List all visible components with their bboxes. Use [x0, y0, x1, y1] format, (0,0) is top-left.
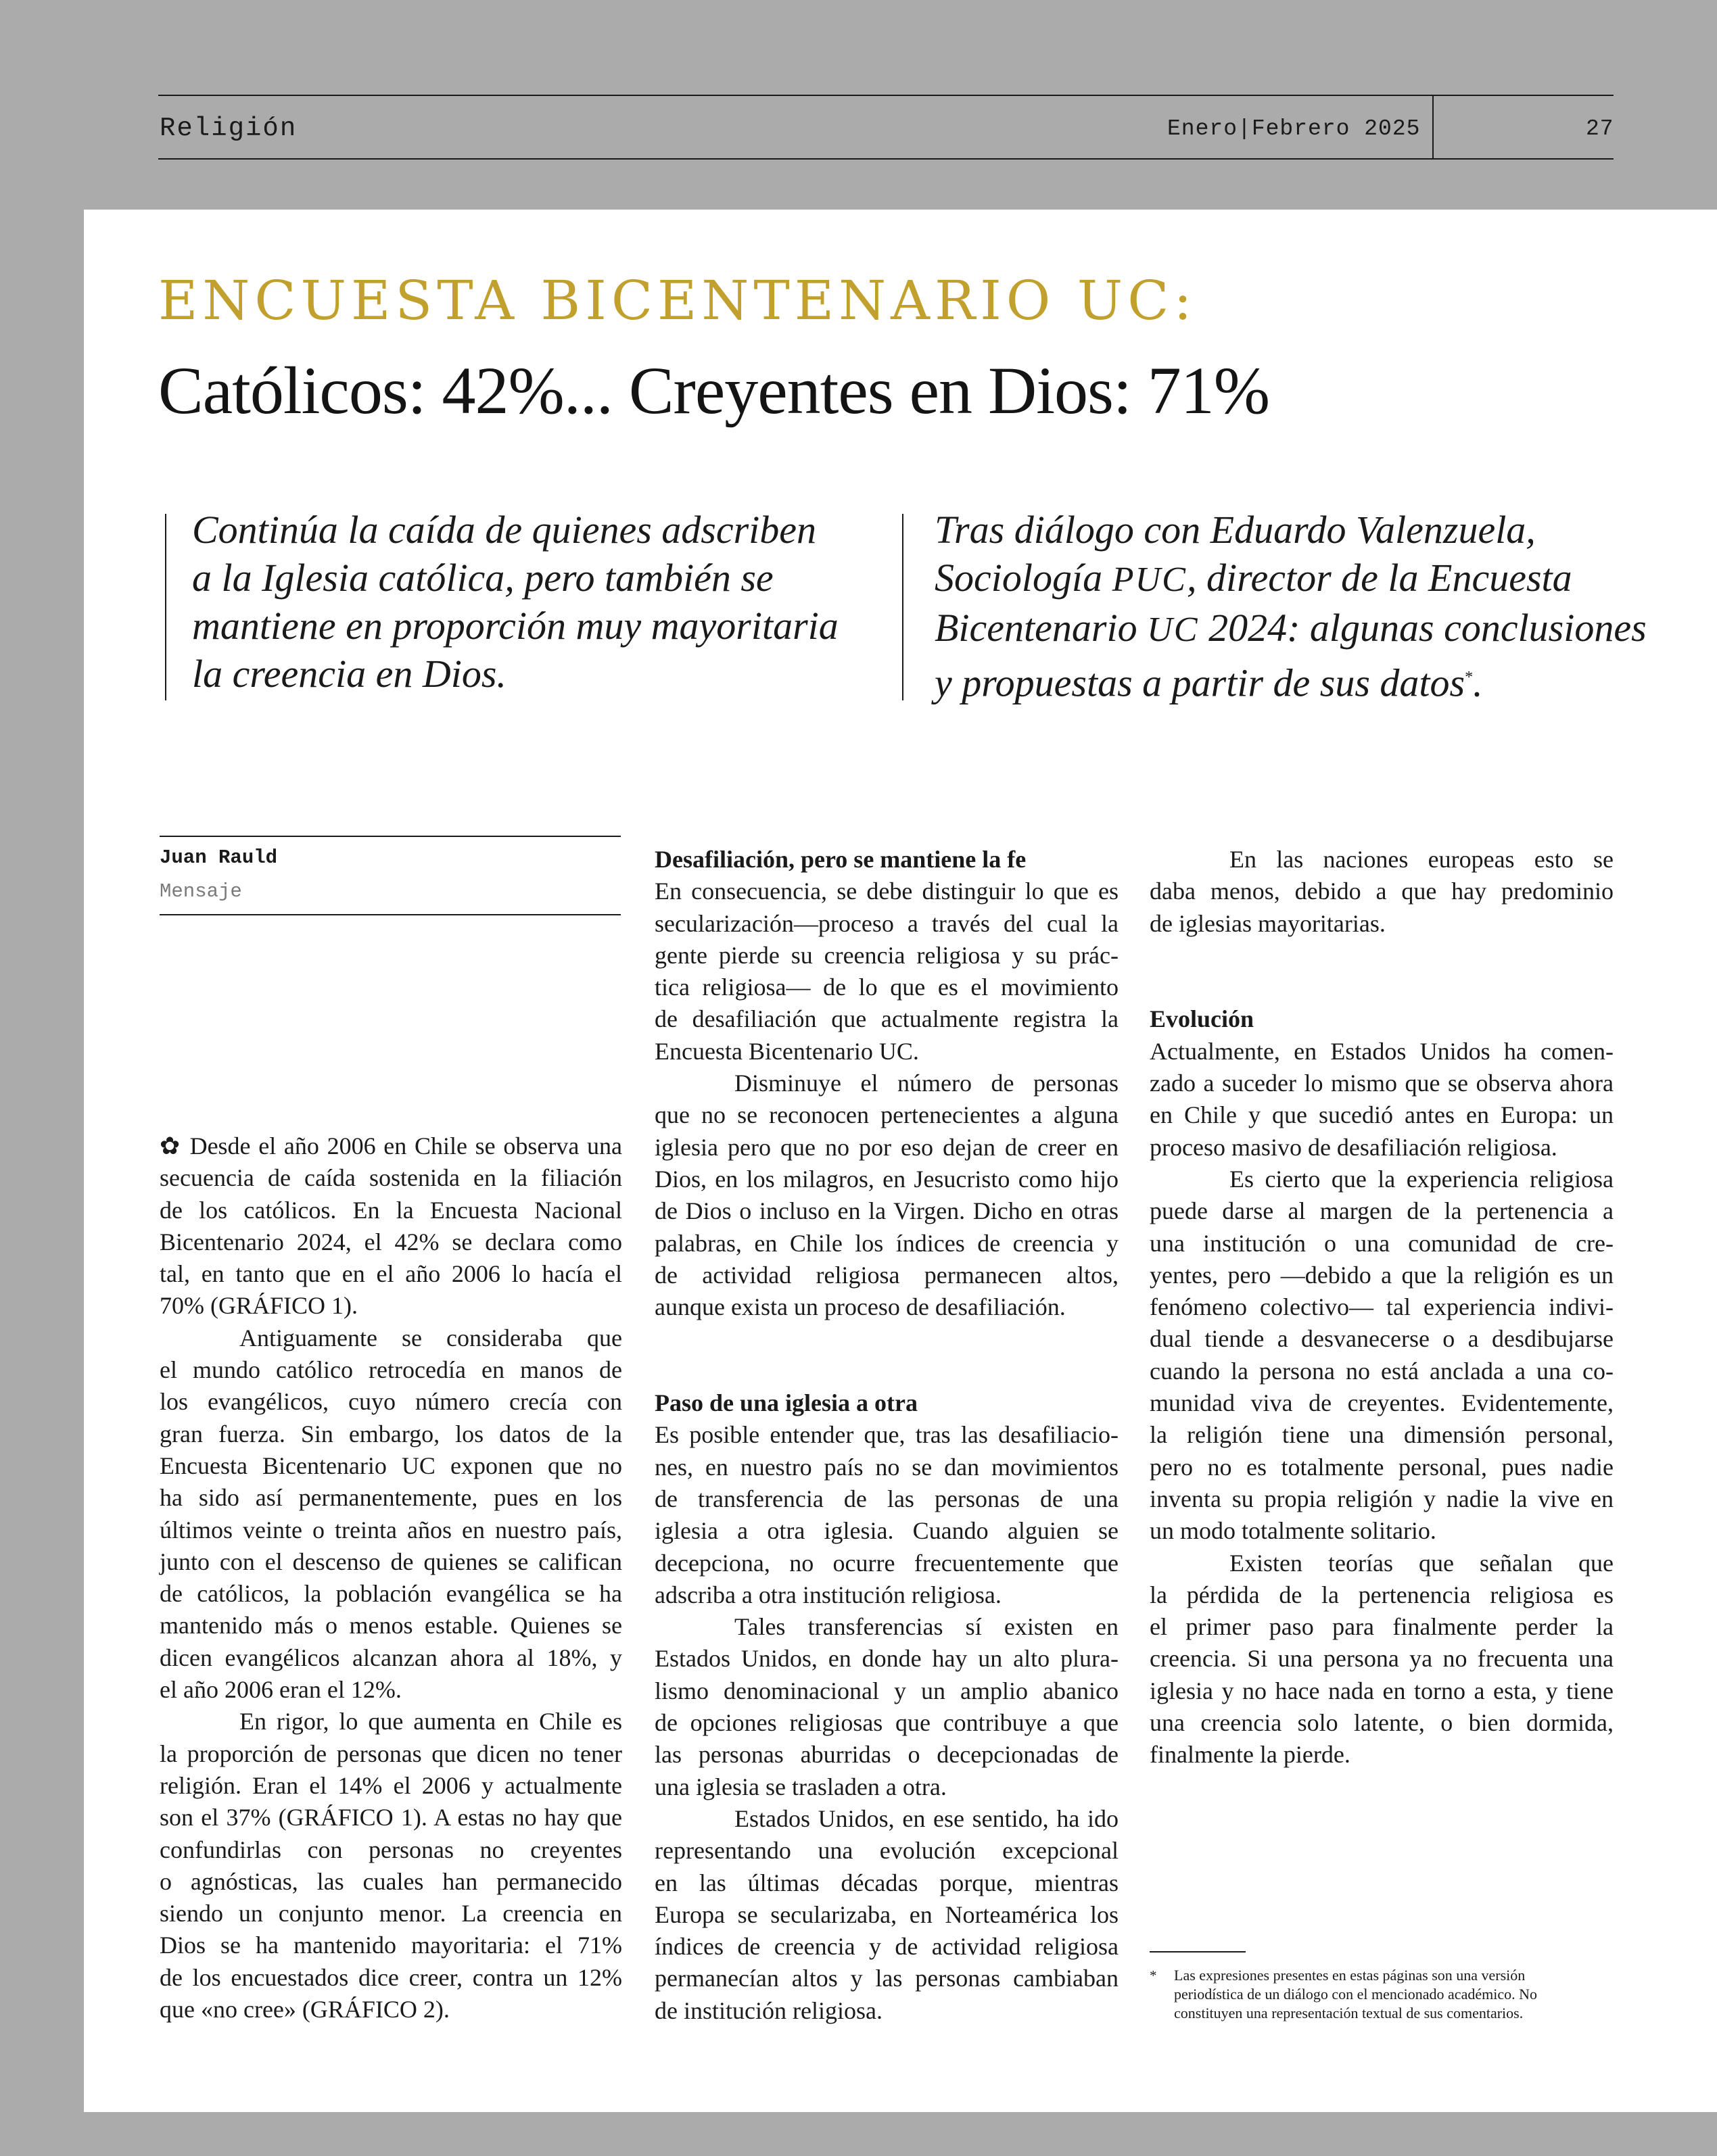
- text-line: adscriba a otra institución religiosa.: [655, 1581, 1002, 1608]
- column-1: [160, 1130, 622, 2026]
- text-line: los evangélicos, cuyo número crecía con: [160, 1388, 622, 1416]
- footnote-ref: *: [1465, 669, 1474, 686]
- text-line: tal, en tanto que en el año 2006 lo hacía el: [160, 1260, 622, 1288]
- text-line: religión. Eran el 14% el 2006 y actualmente: [160, 1771, 622, 1799]
- subhead-desafiliacion: Desafiliación, pero se mantiene la fe: [655, 846, 1027, 873]
- header-top-rule: [158, 95, 1614, 96]
- lead-left-line: la creencia en Dios.: [192, 652, 507, 696]
- lead-right-line: y propuestas a partir de sus datos*.: [935, 661, 1483, 705]
- text-line: la religión tiene una dimensión personal,: [1150, 1421, 1614, 1449]
- footnote-rule: [1150, 1951, 1246, 1953]
- text-line: Encuesta Bicentenario UC.: [655, 1037, 919, 1065]
- text-line: una institución o una comunidad de cre-: [1150, 1229, 1614, 1257]
- page-number: 27: [1586, 116, 1614, 141]
- subhead-evolucion: Evolución: [1150, 1005, 1254, 1033]
- text-line: de institución religiosa.: [655, 1996, 883, 2024]
- text-line: de iglesias mayoritarias.: [1150, 909, 1386, 937]
- text-line: finalmente la pierde.: [1150, 1741, 1350, 1769]
- text-line: Es posible entender que, tras las desafiliacio-: [655, 1421, 1119, 1449]
- text-line: iglesia pero que no por eso dejan de creer en: [655, 1133, 1119, 1161]
- footnote-mark: *: [1150, 1967, 1157, 1984]
- text-line: 70% (GRÁFICO 1).: [160, 1292, 358, 1320]
- lead-right-bar: [902, 514, 903, 700]
- text-line: permanecían altos y las personas cambiaban: [655, 1965, 1119, 1992]
- text-line: En rigor, lo que aumenta en Chile es: [239, 1708, 622, 1735]
- text-line: de católicos, la población evangélica se ha: [160, 1580, 622, 1608]
- text-line: iglesia a otra iglesia. Cuando alguien se: [655, 1517, 1119, 1545]
- text-line: palabras, en Chile los índices de creencia y: [655, 1229, 1119, 1257]
- text-line: Dios se ha mantenido mayoritaria: el 71%: [160, 1932, 622, 1959]
- text-line: o agnósticas, las cuales han permanecido: [160, 1867, 622, 1895]
- text-line: gente pierde su creencia religiosa y su prác-: [655, 941, 1119, 969]
- col3-paragraphs-2: [1150, 1036, 1614, 1771]
- author-top-rule: [160, 836, 621, 837]
- text-line: Es cierto que la experiencia religiosa: [1229, 1165, 1614, 1193]
- text-line: son el 37% (GRÁFICO 1). A estas no hay que: [160, 1804, 622, 1831]
- text-line: el año 2006 eran el 12%.: [160, 1676, 402, 1704]
- footnote-line: Las expresiones presentes en estas páginas son una versión: [1174, 1967, 1526, 1984]
- text-line: yentes, pero —debido a que la religión es un: [1150, 1261, 1614, 1289]
- text-line: puede darse al margen de la pertenencia a: [1150, 1197, 1614, 1225]
- text-line: dicen evangélicos alcanzan ahora al 18%, y: [160, 1644, 622, 1671]
- lead-left-line: Continúa la caída de quienes adscriben: [192, 508, 817, 552]
- text-line: tica religiosa— de lo que es el movimiento: [655, 974, 1119, 1001]
- text-line: inventa su propia religión y nadie la vive en: [1150, 1485, 1614, 1512]
- column-2: [655, 844, 1119, 2027]
- text-line: Europa se secularizaba, en Norteamérica los: [655, 1900, 1119, 1928]
- text-line: cuando la persona no está anclada a una co-: [1150, 1357, 1614, 1385]
- text-line: Estados Unidos, en donde hay un alto plura-: [655, 1645, 1119, 1673]
- text-line: lismo denominacional y un amplio abanico: [655, 1677, 1119, 1704]
- text-line: el primer paso para finalmente perder la: [1150, 1613, 1614, 1641]
- text-line: pero no es totalmente personal, pues nadie: [1150, 1453, 1614, 1481]
- text-line: gran fuerza. Sin embargo, los datos de la: [160, 1420, 622, 1447]
- text-line: en las últimas décadas porque, mientras: [655, 1869, 1119, 1896]
- text-line: índices de creencia y de actividad religiosa: [655, 1933, 1119, 1961]
- text-line: representando una evolución excepcional: [655, 1837, 1119, 1865]
- text-line: de los encuestados dice creer, contra un 12%: [160, 1963, 622, 1991]
- section-name: Religión: [160, 114, 298, 143]
- spacer: [655, 1323, 1119, 1387]
- text-line: aunque exista un proceso de desafiliación.: [655, 1293, 1066, 1321]
- lead-right-line: Sociología PUC, director de la Encuesta: [935, 556, 1572, 600]
- text-line: munidad viva de creyentes. Evidentemente,: [1150, 1389, 1614, 1417]
- text-line: Tales transferencias sí existen en: [734, 1613, 1119, 1641]
- lead-left: [192, 506, 839, 698]
- footnote-line: periodística de un diálogo con el mencionado académico. No: [1174, 1986, 1537, 2003]
- text-line: el mundo católico retrocedía en manos de: [160, 1356, 622, 1384]
- article-kicker: ENCUESTA BICENTENARIO UC:: [158, 269, 1197, 332]
- header-bottom-rule: [158, 158, 1614, 160]
- text-line: fenómeno colectivo— tal experiencia indivi-: [1150, 1293, 1614, 1321]
- text-line: siendo un conjunto menor. La creencia en: [160, 1900, 622, 1927]
- text-line: En consecuencia, se debe distinguir lo que es: [655, 878, 1119, 905]
- lead-right: [935, 506, 1647, 706]
- lead-left-line: a la Iglesia católica, pero también se: [192, 556, 774, 600]
- subhead-paso: Paso de una iglesia a otra: [655, 1389, 918, 1417]
- page-header: [0, 0, 1717, 210]
- spacer: [1150, 940, 1614, 1004]
- text-line: Estados Unidos, en ese sentido, ha ido: [734, 1804, 1119, 1832]
- text-line: últimos veinte o treinta años en nuestro país,: [160, 1516, 622, 1543]
- text-line: que «no cree» (GRÁFICO 2).: [160, 1996, 450, 2023]
- text-line: de actividad religiosa permanecen altos,: [655, 1261, 1119, 1289]
- text-line: la proporción de personas que dicen no tener: [160, 1740, 622, 1767]
- text-line: zado a suceder lo mismo que se observa ahora: [1150, 1070, 1614, 1097]
- footnote: [1174, 1966, 1614, 2023]
- issue-date: Enero|Febrero 2025: [1167, 116, 1421, 141]
- text-line: una iglesia se trasladen a otra.: [655, 1773, 947, 1800]
- lead-right-line: Tras diálogo con Eduardo Valenzuela,: [935, 508, 1536, 552]
- text-line: iglesia y no hace nada en torno a esta, y tiene: [1150, 1677, 1614, 1704]
- text-line: una creencia solo latente, o bien dormida,: [1150, 1709, 1614, 1737]
- author-name: Juan Rauld: [160, 846, 278, 869]
- text-line: Actualmente, en Estados Unidos ha comen-: [1150, 1037, 1614, 1065]
- text-line: de desafiliación que actualmente registra la: [655, 1005, 1119, 1033]
- lead-right-line: Bicentenario UC 2024: algunas conclusiones: [935, 606, 1647, 650]
- text-line: la pérdida de la pertenencia religiosa es: [1150, 1581, 1614, 1608]
- text-line: que no se reconocen pertenecientes a alguna: [655, 1101, 1119, 1129]
- lead-left-bar: [165, 514, 166, 700]
- text-line: en Chile y que sucedió antes en Europa: un: [1150, 1101, 1614, 1129]
- text-line: las personas aburridas o decepcionadas de: [655, 1741, 1119, 1769]
- text-line: de opciones religiosas que contribuye a que: [655, 1709, 1119, 1737]
- text-line: Bicentenario 2024, el 42% se declara como: [160, 1228, 622, 1255]
- col3-paragraphs-1: [1150, 844, 1614, 940]
- text-line: secuencia de caída sostenida en la filiación: [160, 1164, 622, 1192]
- text-line: Disminuye el número de personas: [734, 1070, 1119, 1097]
- text-line: de los católicos. En la Encuesta Nacional: [160, 1196, 622, 1224]
- text-line: decepciona, no ocurre frecuentemente que: [655, 1549, 1119, 1577]
- text-line: creencia. Si una persona ya no frecuenta una: [1150, 1645, 1614, 1673]
- text-line: junto con el descenso de quienes se califican: [160, 1548, 622, 1575]
- text-line: En las naciones europeas esto se: [1229, 846, 1614, 873]
- footnote-line: constituyen una representación textual de sus comentarios.: [1174, 2005, 1524, 2021]
- lead-left-line: mantiene en proporción muy mayoritaria: [192, 604, 839, 648]
- text-line: proceso masivo de desafiliación religiosa.: [1150, 1133, 1557, 1161]
- text-line: secularización—proceso a través del cual la: [655, 909, 1119, 937]
- text-line: Antiguamente se consideraba que: [239, 1324, 622, 1351]
- text-line: confundirlas con personas no creyentes: [160, 1836, 622, 1863]
- text-line: nes, en nuestro país no se dan movimientos: [655, 1453, 1119, 1481]
- text-line: Encuesta Bicentenario UC exponen que no: [160, 1452, 622, 1479]
- column-3: [1150, 844, 1614, 1771]
- text-line: ✿ Desde el año 2006 en Chile se observa una: [160, 1132, 622, 1159]
- text-line: de Dios o incluso en la Virgen. Dicho en otras: [655, 1197, 1119, 1225]
- header-divider: [1432, 95, 1434, 160]
- text-line: Dios, en los milagros, en Jesucristo como hijo: [655, 1165, 1119, 1193]
- text-line: ha sido así permanentemente, pues en los: [160, 1484, 622, 1512]
- text-line: un modo totalmente solitario.: [1150, 1517, 1436, 1545]
- col2-paragraphs-2: [655, 1419, 1119, 2027]
- text-line: Existen teorías que señalan que: [1229, 1549, 1614, 1577]
- author-bottom-rule: [160, 914, 621, 915]
- text-line: dual tiende a desvanecerse o a desdibujarse: [1150, 1325, 1614, 1353]
- text-line: de transferencia de las personas de una: [655, 1485, 1119, 1512]
- author-org: Mensaje: [160, 880, 242, 903]
- text-line: daba menos, debido a que hay predominio: [1150, 878, 1614, 905]
- article-title: Católicos: 42%... Creyentes en Dios: 71%: [158, 353, 1270, 428]
- text-line: mantenido más o menos estable. Quienes se: [160, 1612, 622, 1639]
- col2-paragraphs-1: [655, 876, 1119, 1323]
